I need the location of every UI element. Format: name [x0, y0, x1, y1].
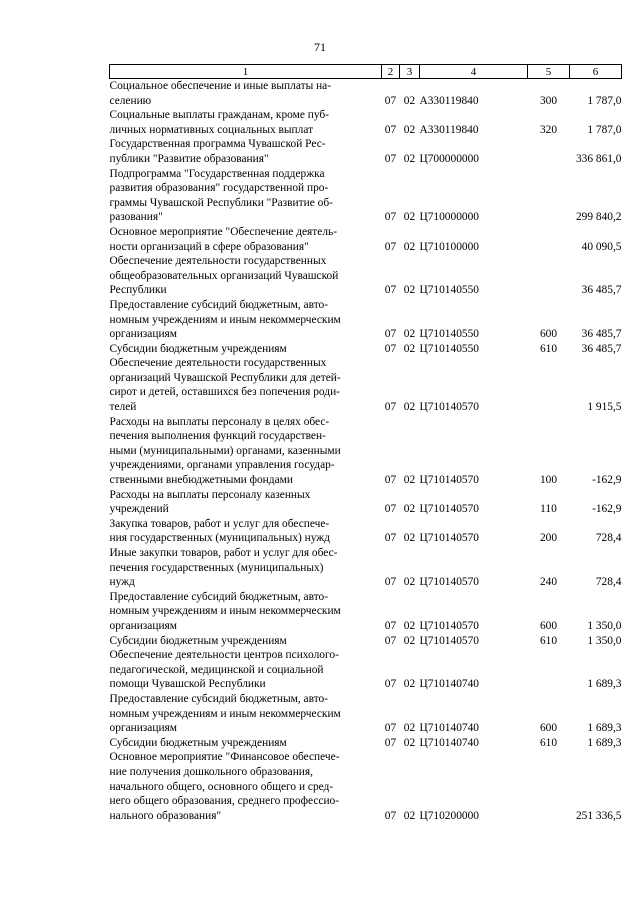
row-expense-type	[528, 137, 570, 166]
row-subsection-text: 02	[403, 503, 416, 516]
row-subsection-text: 02	[403, 532, 416, 545]
row-subsection	[400, 590, 420, 634]
table-row	[110, 546, 622, 590]
row-target-article-text: Ц710100000	[419, 240, 479, 253]
row-subsection-text: 02	[403, 576, 416, 589]
table-row	[110, 108, 622, 137]
row-section-text: 07	[384, 342, 397, 355]
row-target-article-text: Ц710200000	[419, 809, 479, 822]
row-amount	[570, 648, 622, 692]
row-subsection-text: 02	[403, 94, 416, 107]
row-section-text: 07	[384, 123, 397, 136]
table-row	[110, 79, 622, 109]
row-target-article	[420, 356, 528, 414]
row-name-text: Расходы на выплаты персоналу в целях обес- печения выполнения функций государствен- ными (муниципальными) органами, казенными учреждениями, органами управления государ- ственными внебюджетными фондами	[109, 415, 341, 487]
row-expense-type	[528, 634, 570, 649]
row-name	[110, 648, 382, 692]
row-subsection-text: 02	[403, 211, 416, 224]
row-name	[110, 298, 382, 342]
row-subsection-text: 02	[403, 474, 416, 487]
row-subsection-text: 02	[403, 678, 416, 691]
row-target-article	[420, 108, 528, 137]
row-target-article	[420, 254, 528, 298]
row-section-text: 07	[384, 240, 397, 253]
row-amount-text: 1 350,0	[587, 634, 622, 647]
row-name	[110, 517, 382, 546]
row-subsection	[400, 546, 420, 590]
row-section	[382, 356, 400, 414]
row-expense-type	[528, 415, 570, 488]
row-section	[382, 750, 400, 823]
row-target-article-text: Ц710140570	[419, 401, 479, 414]
row-section	[382, 692, 400, 736]
row-amount-text: 1 787,0	[587, 123, 622, 136]
row-subsection	[400, 736, 420, 751]
row-target-article-text: Ц710140550	[419, 342, 479, 355]
row-target-article-text: Ц710140740	[419, 722, 479, 735]
row-section	[382, 736, 400, 751]
row-section-text: 07	[384, 576, 397, 589]
row-target-article	[420, 415, 528, 488]
col-header-subsection: 3	[400, 65, 420, 79]
row-target-article-text: А330119840	[419, 94, 479, 107]
row-expense-type	[528, 167, 570, 225]
row-name-text: Иные закупки товаров, работ и услуг для обес- печения государственных (муниципальных) нужд	[109, 547, 338, 589]
row-expense-type-text: 110	[540, 503, 557, 516]
row-target-article	[420, 750, 528, 823]
row-target-article-text: Ц710140570	[419, 474, 479, 487]
row-name-text: Предоставление субсидий бюджетным, авто- номным учреждениям и иным некоммерческим организациям	[109, 590, 341, 632]
row-subsection	[400, 648, 420, 692]
row-expense-type	[528, 648, 570, 692]
row-amount	[570, 634, 622, 649]
row-target-article	[420, 648, 528, 692]
row-section	[382, 590, 400, 634]
row-section	[382, 648, 400, 692]
header-row	[110, 65, 622, 79]
row-section-text: 07	[384, 152, 397, 165]
row-target-article	[420, 79, 528, 109]
row-amount-text: 36 485,7	[581, 342, 622, 355]
row-subsection-text: 02	[403, 809, 416, 822]
row-subsection	[400, 79, 420, 109]
row-name	[110, 225, 382, 254]
row-expense-type-text: 100	[539, 474, 558, 487]
row-section-text: 07	[384, 94, 397, 107]
row-section	[382, 415, 400, 488]
table-row	[110, 342, 622, 357]
row-section	[382, 108, 400, 137]
row-expense-type	[528, 225, 570, 254]
row-expense-type-text: 200	[539, 532, 558, 545]
row-name-text: Основное мероприятие "Обеспечение деятель- ности организаций в сфере образования"	[109, 225, 338, 253]
row-section-text: 07	[384, 634, 397, 647]
row-name	[110, 79, 382, 109]
row-subsection-text: 02	[403, 284, 416, 297]
row-subsection-text: 02	[403, 328, 416, 341]
row-amount-text: 1 915,5	[587, 401, 622, 414]
row-target-article	[420, 634, 528, 649]
row-subsection	[400, 750, 420, 823]
row-target-article-text: Ц710140570	[419, 503, 479, 516]
row-target-article	[420, 546, 528, 590]
page-number: 71	[314, 40, 326, 54]
row-amount	[570, 736, 622, 751]
row-subsection	[400, 692, 420, 736]
row-expense-type	[528, 342, 570, 357]
row-subsection	[400, 488, 420, 517]
row-target-article	[420, 736, 528, 751]
row-section	[382, 137, 400, 166]
row-subsection	[400, 137, 420, 166]
row-name	[110, 108, 382, 137]
row-target-article	[420, 342, 528, 357]
row-target-article-text: А330119840	[419, 123, 479, 136]
row-subsection-text: 02	[403, 634, 416, 647]
row-name	[110, 415, 382, 488]
table-row	[110, 590, 622, 634]
row-section-text: 07	[384, 722, 397, 735]
row-amount-text: 728,4	[595, 532, 622, 545]
row-subsection	[400, 167, 420, 225]
row-subsection-text: 02	[403, 240, 416, 253]
row-amount-text: 1 350,0	[587, 619, 622, 632]
row-section-text: 07	[384, 328, 397, 341]
row-name	[110, 342, 382, 357]
row-name	[110, 736, 382, 751]
row-expense-type-text: 320	[539, 123, 558, 136]
row-expense-type-text: 600	[539, 619, 558, 632]
row-name-text: Подпрограмма "Государственная поддержка развития образования" государственной про- граммы Чувашской Республики "Развитие об- разования"	[109, 167, 333, 224]
row-name-text: Обеспечение деятельности центров психолого- педагогической, медицинской и социальной помощи Чувашской Республики	[109, 649, 339, 691]
table-row	[110, 692, 622, 736]
table-row	[110, 225, 622, 254]
table-row	[110, 167, 622, 225]
row-amount	[570, 342, 622, 357]
row-amount	[570, 254, 622, 298]
row-subsection-text: 02	[403, 152, 416, 165]
row-amount-text: 336 861,0	[575, 152, 622, 165]
col-header-amount: 6	[570, 65, 622, 79]
row-section	[382, 517, 400, 546]
row-name-text: Расходы на выплаты персоналу казенных учреждений	[109, 488, 311, 516]
row-target-article-text: Ц710140570	[419, 619, 479, 632]
row-section-text: 07	[384, 284, 397, 297]
table-row	[110, 648, 622, 692]
row-expense-type	[528, 590, 570, 634]
row-expense-type-text: 300	[539, 94, 558, 107]
row-target-article	[420, 167, 528, 225]
row-expense-type-text: 610	[539, 736, 558, 749]
row-name-text: Субсидии бюджетным учреждениям	[109, 736, 287, 749]
row-name-text: Предоставление субсидий бюджетным, авто- номным учреждениям и иным некоммерческим организациям	[109, 692, 341, 735]
row-name	[110, 356, 382, 414]
row-name-text: Социальное обеспечение и иные выплаты на- селению	[109, 80, 332, 107]
row-target-article-text: Ц710000000	[419, 211, 479, 224]
row-section	[382, 225, 400, 254]
table-row	[110, 634, 622, 649]
row-amount-text: 728,4	[595, 576, 622, 589]
row-section	[382, 298, 400, 342]
row-target-article	[420, 517, 528, 546]
row-amount-text: -162,9	[592, 503, 622, 516]
row-name	[110, 546, 382, 590]
row-amount-text: 1 689,3	[587, 722, 622, 735]
table-body	[110, 79, 622, 824]
col-header-target-article: 4	[420, 65, 528, 79]
row-section-text: 07	[384, 619, 397, 632]
row-amount-text: -162,9	[592, 474, 622, 487]
row-amount	[570, 692, 622, 736]
row-subsection	[400, 342, 420, 357]
budget-table	[109, 64, 622, 823]
row-expense-type-text: 600	[539, 722, 558, 735]
row-name	[110, 137, 382, 166]
row-subsection	[400, 254, 420, 298]
row-subsection-text: 02	[403, 342, 416, 355]
row-subsection-text: 02	[403, 619, 416, 632]
row-subsection-text: 02	[403, 736, 416, 749]
row-amount	[570, 517, 622, 546]
row-target-article-text: Ц710140570	[419, 532, 479, 545]
row-amount	[570, 750, 622, 823]
row-section	[382, 488, 400, 517]
row-expense-type	[528, 108, 570, 137]
row-expense-type	[528, 692, 570, 736]
row-target-article-text: Ц710140570	[419, 634, 479, 647]
row-section	[382, 634, 400, 649]
row-name-text: Закупка товаров, работ и услуг для обеспече- ния государственных (муниципальных) нужд	[109, 517, 330, 545]
row-target-article-text: Ц700000000	[419, 152, 479, 165]
row-target-article	[420, 692, 528, 736]
row-name	[110, 634, 382, 649]
row-section-text: 07	[384, 401, 397, 414]
row-section	[382, 167, 400, 225]
row-target-article-text: Ц710140740	[419, 736, 479, 749]
row-expense-type	[528, 750, 570, 823]
row-name	[110, 488, 382, 517]
row-target-article	[420, 298, 528, 342]
row-expense-type-text: 600	[539, 328, 558, 341]
table-row	[110, 137, 622, 166]
row-amount-text: 36 485,7	[581, 284, 622, 297]
row-name-text: Субсидии бюджетным учреждениям	[109, 342, 287, 355]
row-expense-type-text: 610	[539, 342, 558, 355]
row-expense-type-text: 610	[539, 634, 558, 647]
row-amount	[570, 415, 622, 488]
row-name	[110, 254, 382, 298]
row-expense-type	[528, 546, 570, 590]
row-expense-type	[528, 356, 570, 414]
row-name-text: Государственная программа Чувашской Рес- публики "Развитие образования"	[109, 138, 326, 165]
row-section	[382, 254, 400, 298]
row-name	[110, 167, 382, 225]
table-row	[110, 488, 622, 517]
table-row	[110, 298, 622, 342]
row-amount-text: 251 336,5	[575, 809, 622, 822]
row-subsection-text: 02	[403, 401, 416, 414]
row-amount-text: 1 787,0	[587, 94, 622, 107]
row-target-article	[420, 488, 528, 517]
row-name	[110, 590, 382, 634]
row-subsection	[400, 415, 420, 488]
table-row	[110, 517, 622, 546]
row-section	[382, 342, 400, 357]
row-target-article-text: Ц710140550	[419, 328, 479, 341]
row-amount	[570, 546, 622, 590]
row-amount-text: 36 485,7	[581, 328, 622, 341]
row-section-text: 07	[384, 678, 397, 691]
table-row	[110, 415, 622, 488]
row-expense-type-text: 240	[539, 576, 558, 589]
row-amount	[570, 356, 622, 414]
row-section-text: 07	[384, 809, 397, 822]
row-expense-type	[528, 79, 570, 109]
row-subsection	[400, 225, 420, 254]
row-subsection	[400, 634, 420, 649]
row-amount-text: 1 689,3	[587, 736, 622, 749]
row-target-article-text: Ц710140740	[419, 678, 479, 691]
row-section-text: 07	[384, 211, 397, 224]
row-amount	[570, 79, 622, 109]
row-section-text: 07	[384, 474, 397, 487]
table-row	[110, 736, 622, 751]
row-name-text: Предоставление субсидий бюджетным, авто- номным учреждениям и иным некоммерческим организациям	[109, 298, 341, 341]
row-section	[382, 546, 400, 590]
table-row	[110, 254, 622, 298]
col-header-expense-type: 5	[528, 65, 570, 79]
row-name	[110, 692, 382, 736]
row-name-text: Основное мероприятие "Финансовое обеспече- ние получения дошкольного образования, начального общего, основного общего и сред- него общего образования, среднего профессио- нального образования"	[109, 751, 340, 822]
row-amount	[570, 108, 622, 137]
row-target-article-text: Ц710140570	[419, 576, 479, 589]
row-subsection-text: 02	[403, 123, 416, 136]
row-amount	[570, 590, 622, 634]
row-expense-type	[528, 517, 570, 546]
row-name-text: Социальные выплаты гражданам, кроме пуб- личных нормативных социальных выплат	[109, 109, 329, 136]
row-amount	[570, 488, 622, 517]
row-target-article-text: Ц710140550	[419, 284, 479, 297]
table-row	[110, 356, 622, 414]
row-expense-type	[528, 254, 570, 298]
col-header-section: 2	[382, 65, 400, 79]
row-amount-text: 40 090,5	[581, 240, 622, 253]
row-section-text: 07	[384, 503, 397, 516]
row-amount	[570, 225, 622, 254]
row-name-text: Обеспечение деятельности государственных общеобразовательных организаций Чувашской Республики	[109, 255, 339, 297]
row-subsection-text: 02	[403, 722, 416, 735]
row-expense-type	[528, 488, 570, 517]
row-expense-type	[528, 298, 570, 342]
row-target-article	[420, 225, 528, 254]
row-amount	[570, 137, 622, 166]
row-name	[110, 750, 382, 823]
row-name-text: Обеспечение деятельности государственных организаций Чувашской Республики для детей- сирот и детей, оставшихся без попечения роди- телей	[109, 357, 341, 414]
row-amount	[570, 298, 622, 342]
row-expense-type	[528, 736, 570, 751]
row-amount	[570, 167, 622, 225]
row-target-article	[420, 137, 528, 166]
row-section-text: 07	[384, 532, 397, 545]
row-section-text: 07	[384, 736, 397, 749]
col-header-name: 1	[110, 65, 382, 79]
row-name-text: Субсидии бюджетным учреждениям	[109, 634, 287, 647]
row-subsection	[400, 108, 420, 137]
row-target-article	[420, 590, 528, 634]
row-section	[382, 79, 400, 109]
row-subsection	[400, 517, 420, 546]
table-row	[110, 750, 622, 823]
row-subsection	[400, 298, 420, 342]
row-amount-text: 299 840,2	[575, 211, 622, 224]
row-amount-text: 1 689,3	[587, 678, 622, 691]
row-subsection	[400, 356, 420, 414]
